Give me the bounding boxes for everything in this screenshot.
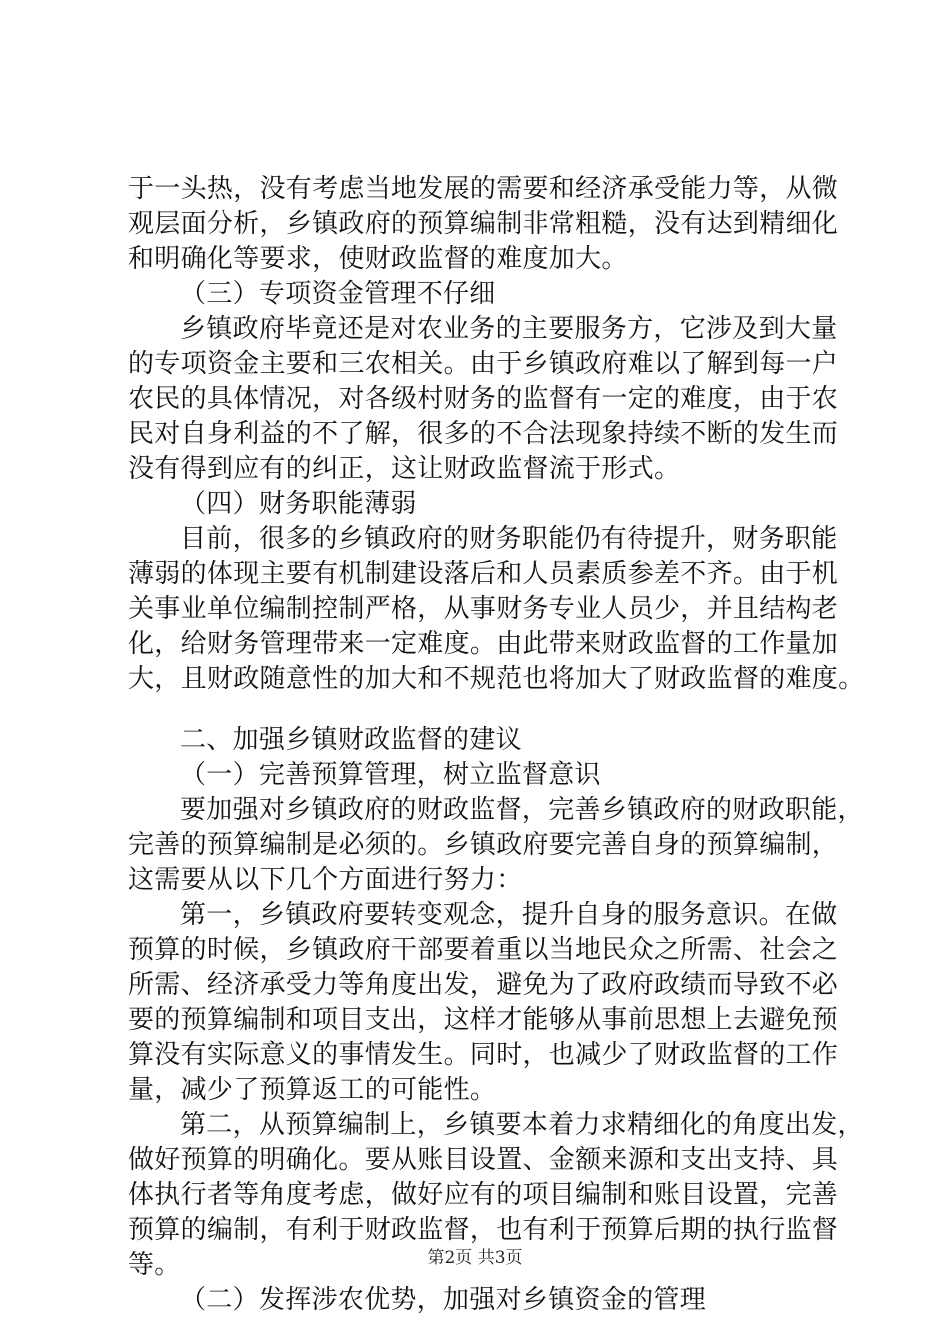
text-line: 预算的编制，有利于财政监督，也有利于预算后期的执行监督 bbox=[128, 1215, 839, 1245]
text-line: 量，减少了预算返工的可能性。 bbox=[128, 1075, 497, 1105]
text-line: 所需、经济承受力等角度出发，避免为了政府政绩而导致不必 bbox=[128, 970, 839, 1000]
text-line: 农民的具体情况，对各级村财务的监督有一定的难度，由于农 bbox=[128, 384, 839, 414]
text-line: 做好预算的明确化。要从账目设置、金额来源和支出支持、具 bbox=[128, 1145, 839, 1175]
section-heading-3: （三）专项资金管理不仔细 bbox=[180, 279, 496, 309]
page-footer: 第2页 共3页 bbox=[427, 1248, 523, 1268]
text-line: 要的预算编制和项目支出，这样才能够从事前思想上去避免预 bbox=[128, 1005, 839, 1035]
paragraph-start: 要加强对乡镇政府的财政监督，完善乡镇政府的财政职能， bbox=[180, 795, 864, 825]
text-line: 薄弱的体现主要有机制建设落后和人员素质参差不齐。由于机 bbox=[128, 559, 839, 589]
paragraph-start: 乡镇政府毕竟还是对农业务的主要服务方，它涉及到大量 bbox=[180, 314, 838, 344]
section-heading-4: （四）财务职能薄弱 bbox=[180, 489, 417, 519]
text-line: 完善的预算编制是必须的。乡镇政府要完善自身的预算编制， bbox=[128, 830, 839, 860]
text-line: 化，给财务管理带来一定难度。由此带来财政监督的工作量加 bbox=[128, 629, 839, 659]
paragraph-start: 目前，很多的乡镇政府的财务职能仍有待提升，财务职能 bbox=[180, 524, 838, 554]
text-line: 没有得到应有的纠正，这让财政监督流于形式。 bbox=[128, 454, 681, 484]
text-line: 等。 bbox=[128, 1250, 181, 1280]
document-body bbox=[128, 172, 865, 1318]
section-heading-1: （一）完善预算管理，树立监督意识 bbox=[180, 760, 601, 790]
paragraph-gap bbox=[128, 697, 828, 723]
paragraph-start: 第一，乡镇政府要转变观念，提升自身的服务意识。在做 bbox=[180, 900, 838, 930]
paragraph-start: 第二，从预算编制上，乡镇要本着力求精细化的角度出发， bbox=[180, 1110, 864, 1140]
text-line: 算没有实际意义的事情发生。同时，也减少了财政监督的工作 bbox=[128, 1040, 839, 1070]
text-line: 大，且财政随意性的加大和不规范也将加大了财政监督的难度。 bbox=[128, 664, 865, 694]
text-line: 这需要从以下几个方面进行努力： bbox=[128, 865, 523, 895]
section-heading-2: （二）发挥涉农优势，加强对乡镇资金的管理 bbox=[180, 1285, 707, 1315]
chapter-heading: 二、加强乡镇财政监督的建议 bbox=[180, 725, 522, 755]
text-line: 和明确化等要求，使财政监督的难度加大。 bbox=[128, 244, 628, 274]
text-line: 关事业单位编制控制严格，从事财务专业人员少，并且结构老 bbox=[128, 594, 839, 624]
text-line: 预算的时候，乡镇政府干部要着重以当地民众之所需、社会之 bbox=[128, 935, 839, 965]
text-line: 于一头热，没有考虑当地发展的需要和经济承受能力等，从微 bbox=[128, 174, 839, 204]
text-line: 民对自身利益的不了解，很多的不合法现象持续不断的发生而 bbox=[128, 419, 839, 449]
text-line: 的专项资金主要和三农相关。由于乡镇政府难以了解到每一户 bbox=[128, 349, 839, 379]
text-line: 观层面分析，乡镇政府的预算编制非常粗糙，没有达到精细化 bbox=[128, 209, 839, 239]
text-line: 体执行者等角度考虑，做好应有的项目编制和账目设置，完善 bbox=[128, 1180, 839, 1210]
